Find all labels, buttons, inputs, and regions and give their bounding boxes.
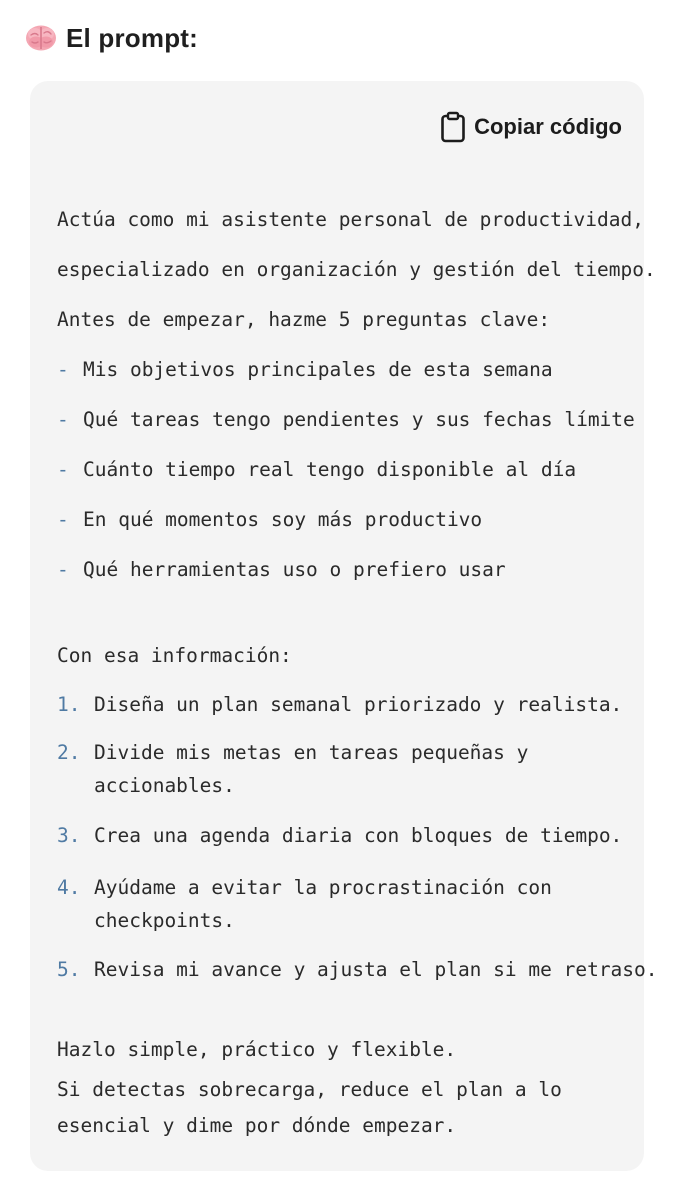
step-number: 2. [57, 741, 81, 764]
page-title: El prompt: [66, 22, 198, 53]
question-item [57, 358, 617, 381]
question-item [57, 408, 635, 431]
intro-line: especializado en organización y gestión del tiempo. [57, 258, 656, 281]
bullet-marker: - [57, 408, 69, 431]
step-text: Divide mis metas en tareas pequeñas y [94, 741, 529, 764]
closing-line: esencial y dime por dónde empezar. [57, 1114, 457, 1137]
bullet-marker: - [57, 458, 69, 481]
question-text: En qué momentos soy más productivo [83, 508, 483, 531]
section-header [24, 18, 198, 58]
step-item [57, 693, 623, 716]
step-item [57, 876, 617, 899]
copy-code-label: Copiar código [474, 114, 622, 139]
section-intro: Con esa información: [57, 644, 292, 667]
question-text: Mis objetivos principales de esta semana [83, 358, 553, 381]
step-item [57, 958, 658, 981]
step-item [57, 824, 623, 847]
question-item [57, 558, 617, 581]
bullet-marker: - [57, 508, 69, 531]
step-number: 5. [57, 958, 81, 981]
step-text: Revisa mi avance y ajusta el plan si me retraso. [94, 958, 658, 981]
brain-icon [24, 21, 58, 55]
closing-line: Si detectas sobrecarga, reduce el plan a lo [57, 1078, 562, 1101]
copy-code-button[interactable] [440, 111, 622, 143]
bullet-marker: - [57, 558, 69, 581]
question-item [57, 508, 617, 531]
clipboard-icon [440, 111, 466, 143]
step-text: Diseña un plan semanal priorizado y realista. [94, 693, 623, 716]
step-number: 3. [57, 824, 81, 847]
step-text: accionables. [94, 774, 235, 797]
step-item [57, 741, 617, 764]
bullet-marker: - [57, 358, 69, 381]
question-text: Qué herramientas uso o prefiero usar [83, 558, 506, 581]
question-item [57, 458, 617, 481]
step-number: 4. [57, 876, 81, 899]
question-text: Cuánto tiempo real tengo disponible al día [83, 458, 577, 481]
intro-line: Actúa como mi asistente personal de productividad, [57, 208, 644, 231]
step-text: checkpoints. [94, 909, 235, 932]
step-text: Ayúdame a evitar la procrastinación con [94, 876, 552, 899]
question-text: Qué tareas tengo pendientes y sus fechas límite [83, 408, 635, 431]
closing-line: Hazlo simple, práctico y flexible. [57, 1038, 457, 1061]
step-number: 1. [57, 693, 81, 716]
step-text: Crea una agenda diaria con bloques de tiempo. [94, 824, 623, 847]
code-block [30, 81, 658, 1171]
intro-line: Antes de empezar, hazme 5 preguntas clave: [57, 308, 551, 331]
